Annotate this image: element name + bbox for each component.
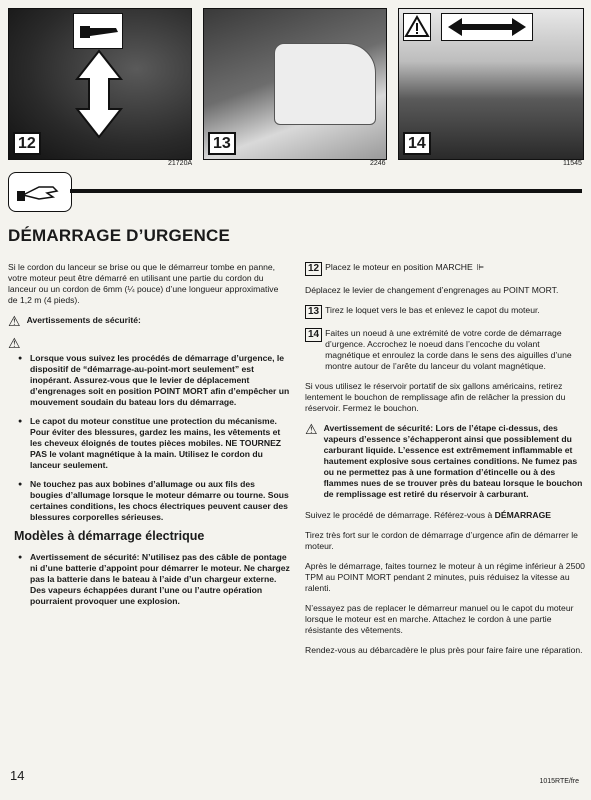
warning-icon: ⚠ — [305, 421, 318, 437]
figure-14-photo — [398, 8, 584, 160]
throttle-icon: ⊫ — [476, 262, 485, 272]
tank-paragraph: Si vous utilisez le réservoir portatif de six gallons américains, retirez lentement le bouchon de remplissage afin de relâcher la pression du réservoir. Fermez le bouchon. — [305, 381, 566, 413]
follow-text: Suivez le procédé de démarrage. Référez-vous à — [305, 510, 493, 520]
warning-bullet: ● Avertissement de sécurité: N’utilisez pas des câble de pontage ni d’une batterie d’appoint pour démarrer le moteur. Ne chargez pas la batterie dans le bateau à l’aide d’un chargeur externe. Des vapeurs échappées durant l’une ou l’autre opération pourraient provoquer une explosion. — [8, 552, 290, 607]
figure-number: 12 — [13, 132, 41, 155]
warning-icon: ⚠ — [8, 335, 21, 351]
document-reference: 1015RTE/fre — [539, 778, 579, 785]
dealer-paragraph: Rendez-vous au débarcadère le plus près pour faire faire une réparation. — [305, 645, 583, 655]
figure-13-photo — [203, 8, 387, 160]
page-number: 14 — [10, 768, 25, 783]
subheading: Modèles à démarrage électrique — [14, 529, 205, 543]
left-column — [8, 262, 290, 615]
warning-icon: ⚠ — [8, 313, 21, 329]
step-text: Faites un noeud à une extrémité de votre corde de démarrage d’urgence. Accrochez le noeud dans l’encoche du volant magnétique et enroulez la corde dans le sens des aiguilles d’une montre autour de l’arête du lanceur du volant magnétique. — [325, 328, 572, 371]
intro-paragraph: Si le cordon du lanceur se brise ou que le démarreur tombe en panne, votre moteur peut être démarré en utilisant une partie du cordon du lanceur ou un cordon de 6mm (¼ pouce) d’une longueur approximative de 1,2 m (4 pieds). — [8, 262, 279, 305]
right-column — [305, 262, 585, 665]
fuel-warning-text: Avertissement de sécurité: Lors de l’étape ci-dessus, des vapeurs d’essence s’échapperont ainsi que possiblement du carburant liquide. L’essence est extrêmement inflammable et hautement explosive sous certaines conditions. Ne fumez pas ou ne permettez pas à une formation d’étincelle ou à des flammes nues de se trouver près du bateau lorsque le bouchon de remplissage est retiré du réservoir à carburant. — [323, 423, 583, 499]
warning-bullet: ● Le capot du moteur constitue une protection du mécanisme. Pour éviter des blessures, gardez les mains, les vêtements et les cheveux éloignés de toutes pièces mobiles. NE TOURNEZ PAS le volant magnétique à la main. Utilisez le cordon du lanceur seulement. — [8, 416, 290, 471]
figure-code: 11545 — [563, 160, 582, 167]
figure-number: 14 — [403, 132, 431, 155]
step-number: 12 — [305, 262, 322, 276]
pull-paragraph: Tirez très fort sur le cordon de démarrage d’urgence afin de démarrer le moteur. — [305, 530, 578, 551]
rotation-arrow-icon — [441, 13, 533, 41]
page-title: DÉMARRAGE D’URGENCE — [8, 226, 230, 245]
fuel-warning — [305, 423, 585, 500]
step-number: 14 — [305, 328, 322, 342]
figure-12-photo — [8, 8, 192, 160]
figure-code: 2246 — [370, 160, 386, 167]
caution-icon — [403, 13, 431, 41]
after-start-paragraph: Après le démarrage, faites tournez le moteur à un régime inférieur à 2500 TPM au POINT MORT pendant 2 minutes, puis réduisez la vitesse au ralenti. — [305, 561, 585, 593]
warning-heading: Avertissements de sécurité: — [26, 315, 141, 325]
figure-number: 13 — [208, 132, 236, 155]
warning-bullet: ● Ne touchez pas aux bobines d’allumage ou aux fils des bougies d’allumage lorsque le moteur démarre ou tourne. Sous certaines conditions, les chocs électriques peuvent causer des blessures corporelles sérieuses. — [8, 479, 290, 523]
warning-heading-row — [8, 315, 290, 327]
step-number: 13 — [305, 305, 322, 319]
step-14 — [305, 328, 585, 372]
replace-paragraph: N’essayez pas de replacer le démarreur manuel ou le capot du moteur lorsque le moteur est en marche. Attachez le cordon à une partie résistante des vêtements. — [305, 603, 574, 635]
neutral-paragraph: Déplacez le levier de changement d’engrenages au POINT MORT. — [305, 285, 559, 295]
section-rule — [70, 189, 582, 193]
warning-bullet: ● Lorsque vous suivez les procédés de démarrage d’urgence, le dispositif de “démarrage-au-point-mort seulement” est inopérant. Assurez-vous que le levier de déplacement d’engrenages soit en position POINT MORT afin d’empêcher un mouvement soudain du bateau lors du démarrage. — [8, 353, 290, 408]
figure-code: 21720A — [168, 160, 193, 167]
step-13 — [305, 305, 585, 319]
follow-paragraph — [305, 510, 585, 521]
step-text: Tirez le loquet vers le bas et enlevez le capot du moteur. — [325, 305, 540, 315]
step-text: Placez le moteur en position MARCHE — [325, 262, 473, 272]
step-12 — [305, 262, 585, 276]
double-arrow-icon — [69, 49, 129, 139]
warning-row — [8, 337, 290, 349]
knife-warning-icon — [73, 13, 123, 49]
hand-pointing-icon — [8, 172, 72, 212]
follow-link-text: DÉMARRAGE — [494, 510, 551, 520]
